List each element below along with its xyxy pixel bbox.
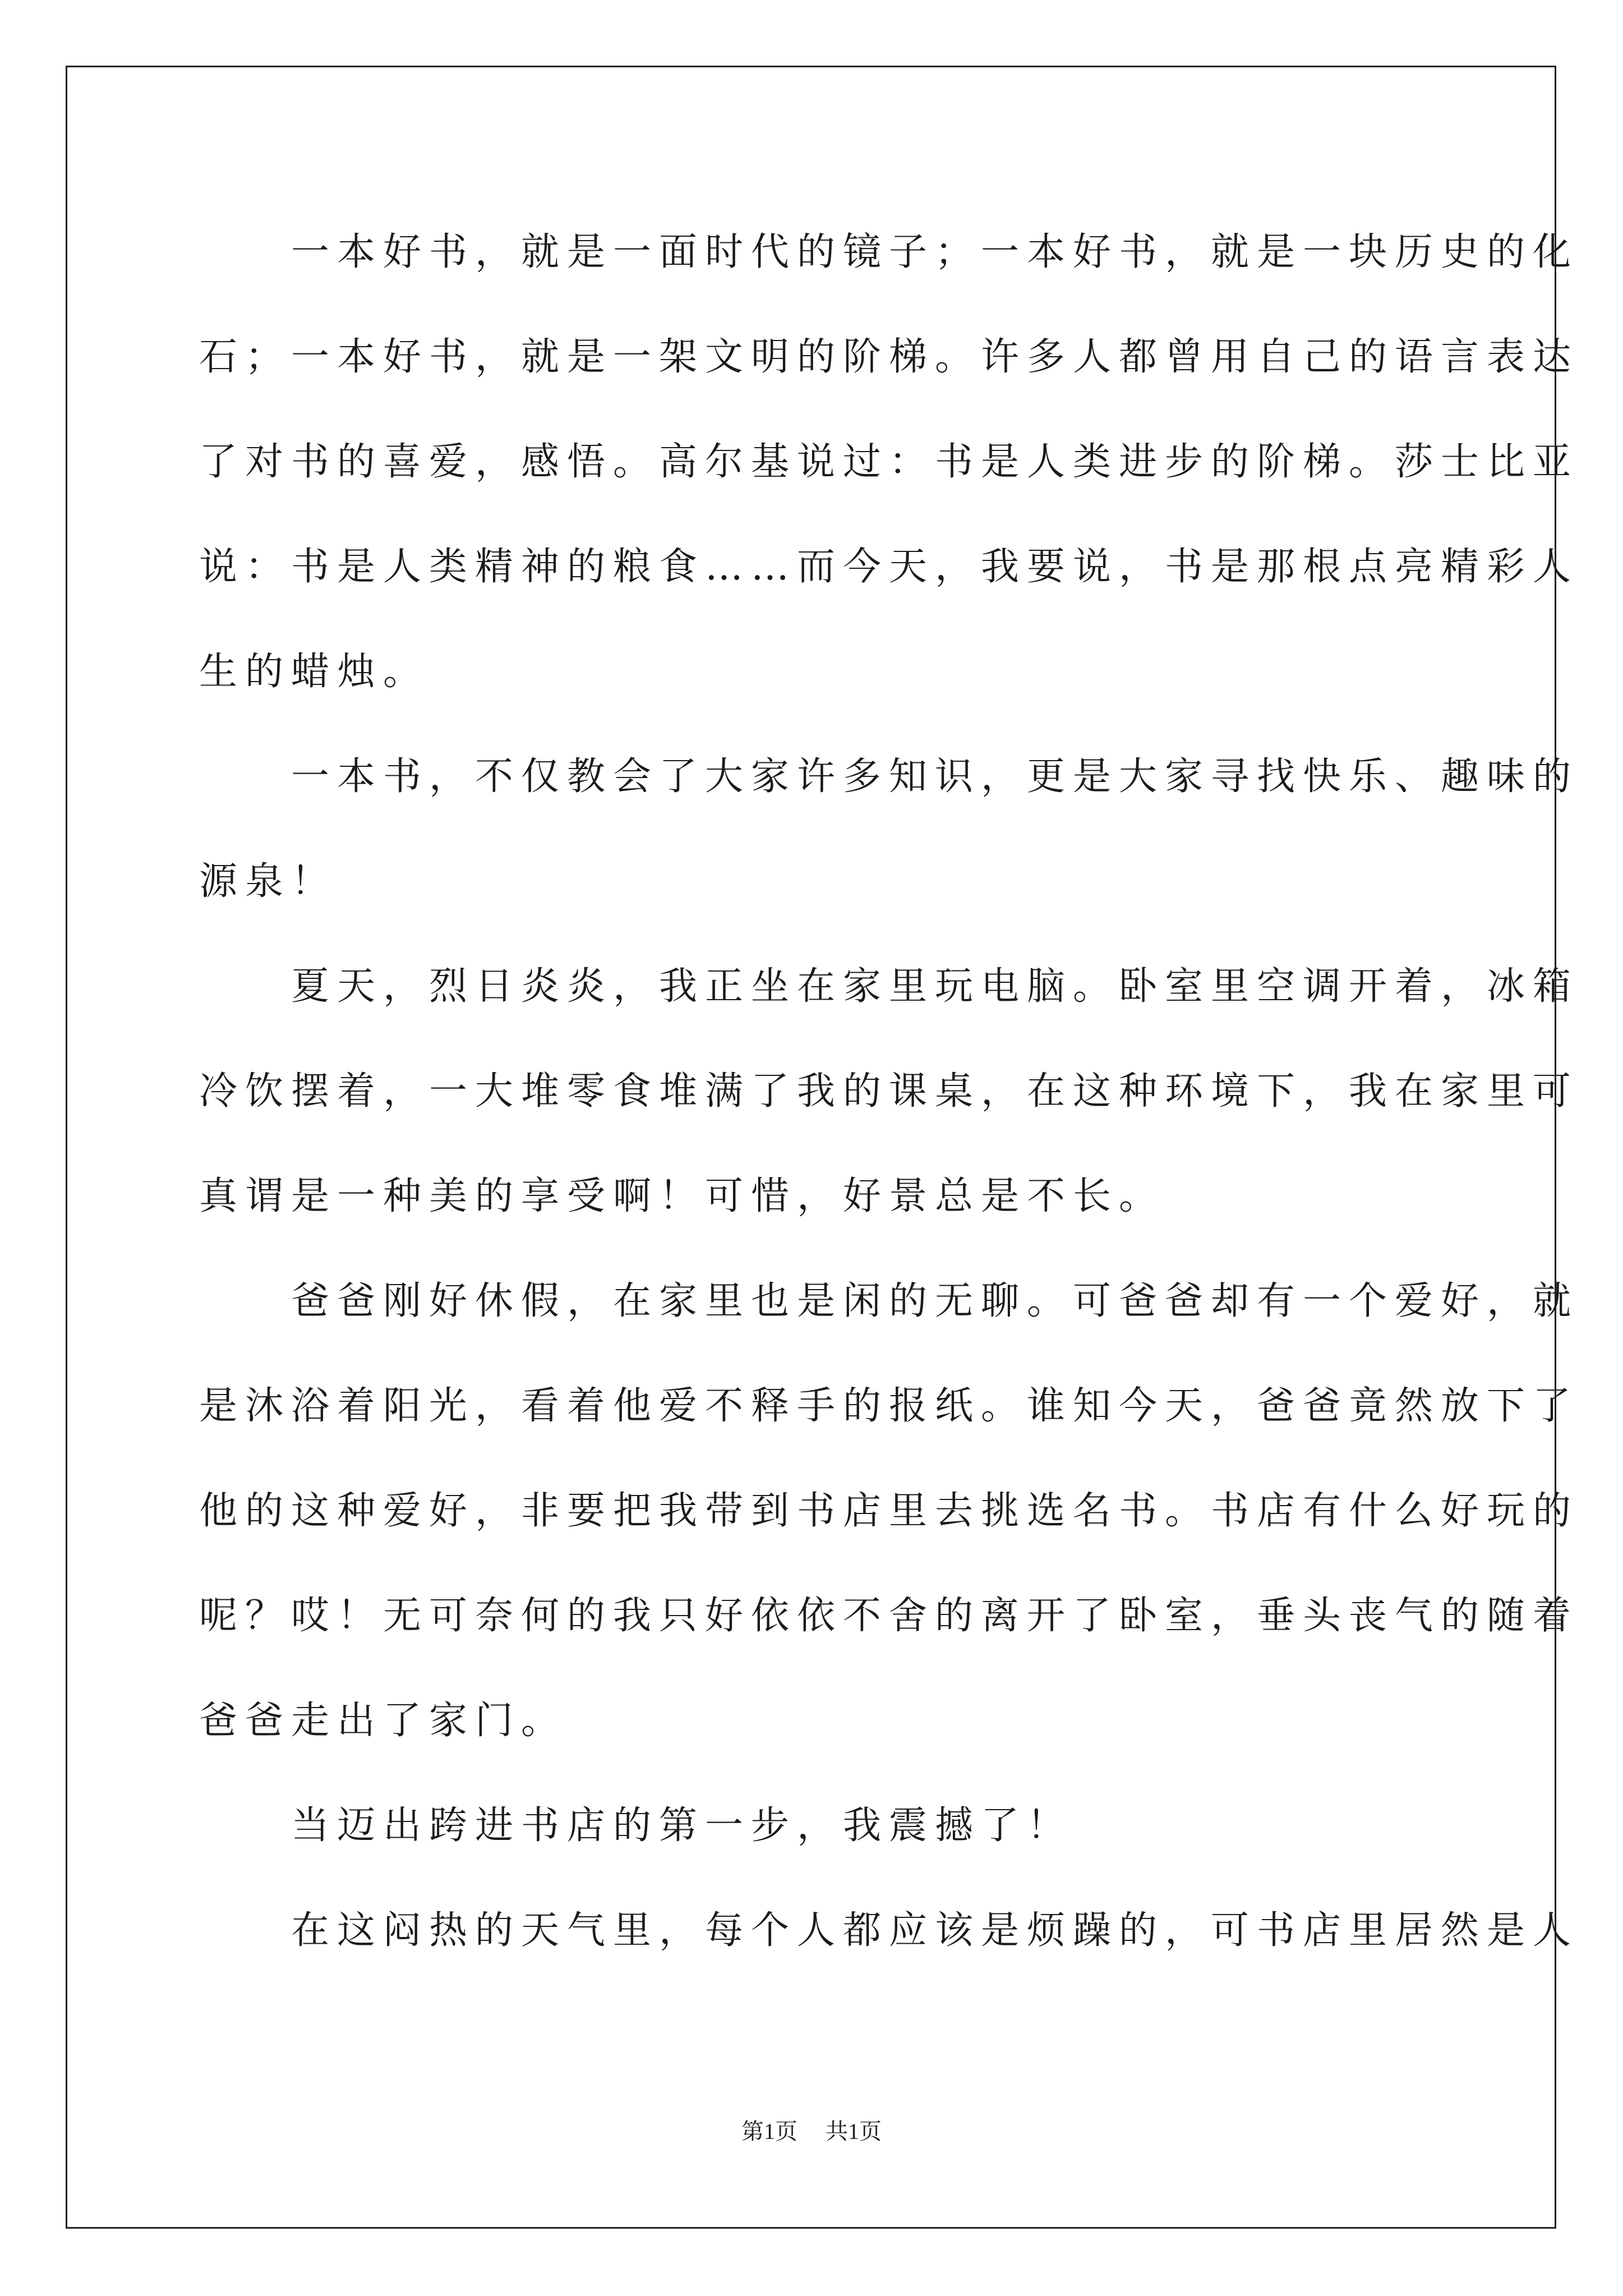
text-line: 爸爸刚好休假，在家里也是闲的无聊。可爸爸却有一个爱好，就 [199,1279,1579,1323]
text-line: 夏天，烈日炎炎，我正坐在家里玩电脑。卧室里空调开着，冰箱 [199,964,1579,1009]
page-total: 共1页 [826,2119,882,2144]
text-line: 呢？哎！无可奈何的我只好依依不舍的离开了卧室，垂头丧气的随着 [199,1594,1579,1638]
text-line: 是沐浴着阳光，看着他爱不释手的报纸。谁知今天，爸爸竟然放下了 [199,1384,1579,1428]
text-line: 他的这种爱好，非要把我带到书店里去挑选名书。书店有什么好玩的 [199,1489,1579,1533]
page-number: 第1页 [741,2119,797,2144]
text-line: 生的蜡烛。 [199,650,430,694]
text-line: 一本好书，就是一面时代的镜子；一本好书，就是一块历史的化 [199,230,1579,274]
text-line: 石；一本好书，就是一架文明的阶梯。许多人都曾用自己的语言表达 [199,335,1579,379]
text-line: 了对书的喜爱，感悟。高尔基说过：书是人类进步的阶梯。莎士比亚 [199,440,1579,484]
text-line: 源泉！ [199,859,338,904]
text-line: 在这闷热的天气里，每个人都应该是烦躁的，可书店里居然是人 [199,1908,1579,1953]
text-line: 冷饮摆着，一大堆零食堆满了我的课桌，在这种环境下，我在家里可 [199,1069,1579,1114]
page-footer [0,2118,1623,2146]
text-line: 说：书是人类精神的粮食……而今天，我要说，书是那根点亮精彩人 [199,545,1579,589]
text-line: 真谓是一种美的享受啊！可惜，好景总是不长。 [199,1174,1165,1218]
text-line: 爸爸走出了家门。 [199,1699,568,1743]
page-border [66,66,1579,2229]
text-line: 一本书，不仅教会了大家许多知识，更是大家寻找快乐、趣味的 [199,754,1579,799]
text-line: 当迈出跨进书店的第一步，我震撼了！ [199,1803,1073,1848]
